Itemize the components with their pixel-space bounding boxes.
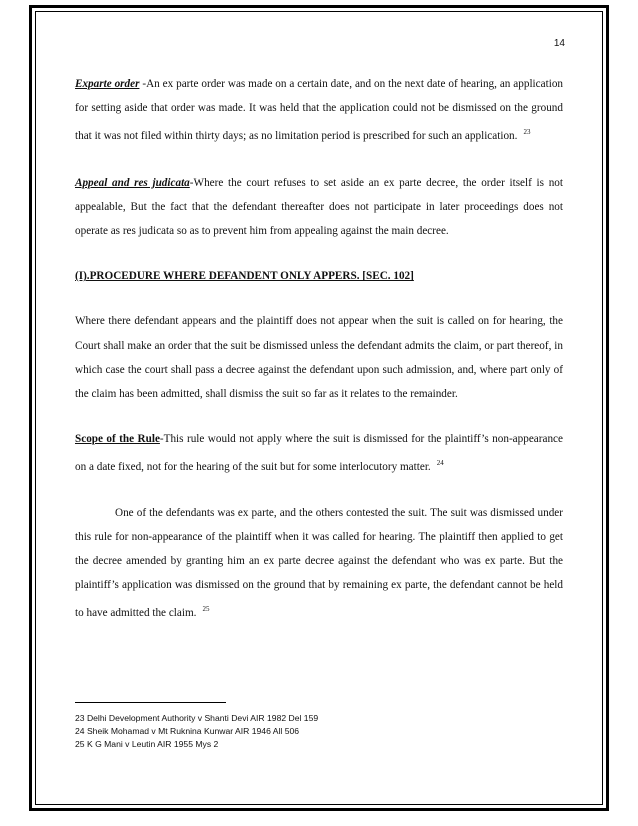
footnotes: [75, 712, 318, 751]
paragraph-text: -Where the court refuses to set aside an ex parte decree, the order itself is not appealable, But the fact that the defendant thereafter does not participate in later proceedings does not operate as res judicata so as to prevent him from appealing against the main decree.: [75, 176, 564, 238]
paragraph-text: -An ex parte order was made on a certain date, and on the next date of hearing, an application for setting aside that order was made. It was held that the application could not be dismissed on the ground that it was not filed within thirty days; as no limitation period is prescribed for such an application.: [75, 78, 564, 143]
term-exparte-order: Exparte order: [75, 78, 140, 90]
paragraph-appeal-res-judicata: [75, 171, 563, 244]
page-number: 14: [553, 38, 565, 49]
footnote-ref-25[interactable]: 25: [202, 605, 210, 614]
footnote-separator: [75, 702, 226, 703]
paragraph-one-of-defendants: [75, 501, 563, 626]
footnote-ref-24[interactable]: 24: [436, 459, 444, 468]
section-heading: (I).PROCEDURE WHERE DEFANDENT ONLY APPERS. [SEC. 102]: [75, 270, 414, 283]
paragraph-exparte-order: [75, 72, 563, 149]
footnote-24: 24 Sheik Mohamad v Mt Ruknina Kunwar AIR 1946 All 506: [75, 726, 300, 736]
term-appeal-res-judicata: Appeal and res judicata: [75, 176, 190, 189]
paragraph-text: -This rule would not apply where the suit is dismissed for the plaintiff’s non-appearance on a date fixed, not for the hearing of the suit but for some interlocutory matter.: [75, 433, 563, 474]
paragraph-text: One of the defendants was ex parte, and the others contested the suit. The suit was dismissed under this rule for non-appearance of the plaintiff when it was called for hearing. The plaintiff then applied to get the decree amended by granting him an ex parte decree against the defendant who was ex parte. But the plaintiff’s application was dismissed on the ground that by remaining ex parte, the defendant cannot be held to have admitted the claim.: [75, 506, 563, 620]
paragraph-scope-of-rule: [75, 427, 563, 479]
footnote-ref-23[interactable]: 23: [523, 128, 531, 137]
paragraph-where-defendant-appears: Where there defendant appears and the plaintiff does not appear when the suit is called on for hearing, the Court shall make an order that the suit be dismissed unless the defendant admits the claim, or part thereof, in which case the court shall pass a decree against the defendant upon such admission, and, where part only of the claim has been admitted, shall dismiss the suit so far as it relates to the remainder.: [75, 315, 563, 401]
footnote-23: 23 Delhi Development Authority v Shanti Devi AIR 1982 Del 159: [75, 713, 319, 723]
term-scope-of-rule: Scope of the Rule: [75, 433, 160, 446]
document-body: [75, 72, 563, 626]
footnote-25: 25 K G Mani v Leutin AIR 1955 Mys 2: [75, 739, 219, 749]
